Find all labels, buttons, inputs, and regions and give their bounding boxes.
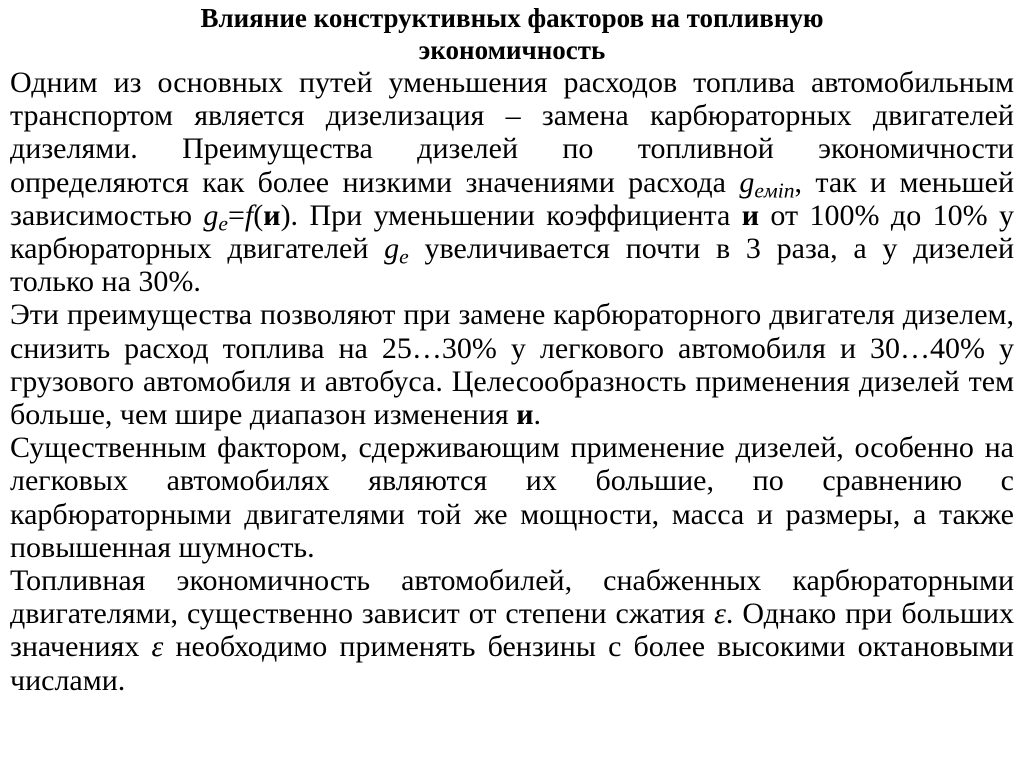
title-line-1: Влияние конструктивных факторов на топливную — [200, 3, 824, 33]
text-run: Одним из основных путей уменьшения расходов топлива автомобильным транспортом является дизелизация – замена карбюраторных двигателей дизелями. Преимущества дизелей по топливной экономичности определяются как более низкими значениями расхода — [10, 66, 1014, 199]
text-run: Топливная экономичность автомобилей, снабженных карбюраторными двигателями, существенно зависит от степени сжатия — [10, 564, 1014, 631]
paragraph-limiting-factor — [10, 431, 1014, 564]
title-line-2: экономичность — [418, 35, 606, 65]
text-run: . — [533, 398, 541, 432]
text-run: ( — [253, 198, 264, 232]
text-run: . Однако при больших значениях — [10, 597, 1014, 664]
text-run: Эти преимущества позволяют при замене карбюраторного двигателя дизелем, снизить расход топлива на 25…30% у легкового автомобиля и 30…40% у грузового автомобиля и автобуса. Целесообразность применения дизелей тем больше, чем шире диапазон изменения — [10, 298, 1014, 432]
symbol-epsilon: ε — [151, 630, 164, 664]
symbol-u: и — [516, 398, 534, 432]
paragraph-dieselization — [10, 66, 1014, 298]
formula-ge-min: $g_{eмin}$ — [739, 165, 795, 202]
page-title — [10, 2, 1014, 66]
formula-ge: $g_e$ — [203, 198, 228, 236]
formula-ge: $g_e$ — [384, 232, 409, 269]
text-run: необходимо применять бензины с более высокими октановыми числами. — [10, 630, 1014, 697]
symbol-epsilon: ε — [714, 597, 726, 631]
symbol-u: и — [741, 198, 760, 232]
paragraph-advantages — [10, 298, 1014, 431]
text-run: от 100% до 10% у карбюраторных двигателей — [10, 198, 1014, 266]
symbol-u: и — [263, 198, 281, 232]
text-run: , так и меньшей зависимостью — [10, 165, 1015, 232]
formula-f: f — [244, 198, 254, 232]
paragraph-compression — [10, 564, 1014, 697]
text-run: Существенным фактором, сдерживающим применение дизелей, особенно на легковых автомобилях являются их большие, по сравнению с карбюраторными двигателями той же мощности, масса и размеры, а также повышенная шумность. — [10, 431, 1014, 564]
text-run: увеличивается почти в 3 раза, а у дизелей только на 30%. — [10, 232, 1014, 299]
text-run: ). При уменьшении коэффициента — [280, 198, 742, 232]
text-run: = — [228, 198, 245, 232]
